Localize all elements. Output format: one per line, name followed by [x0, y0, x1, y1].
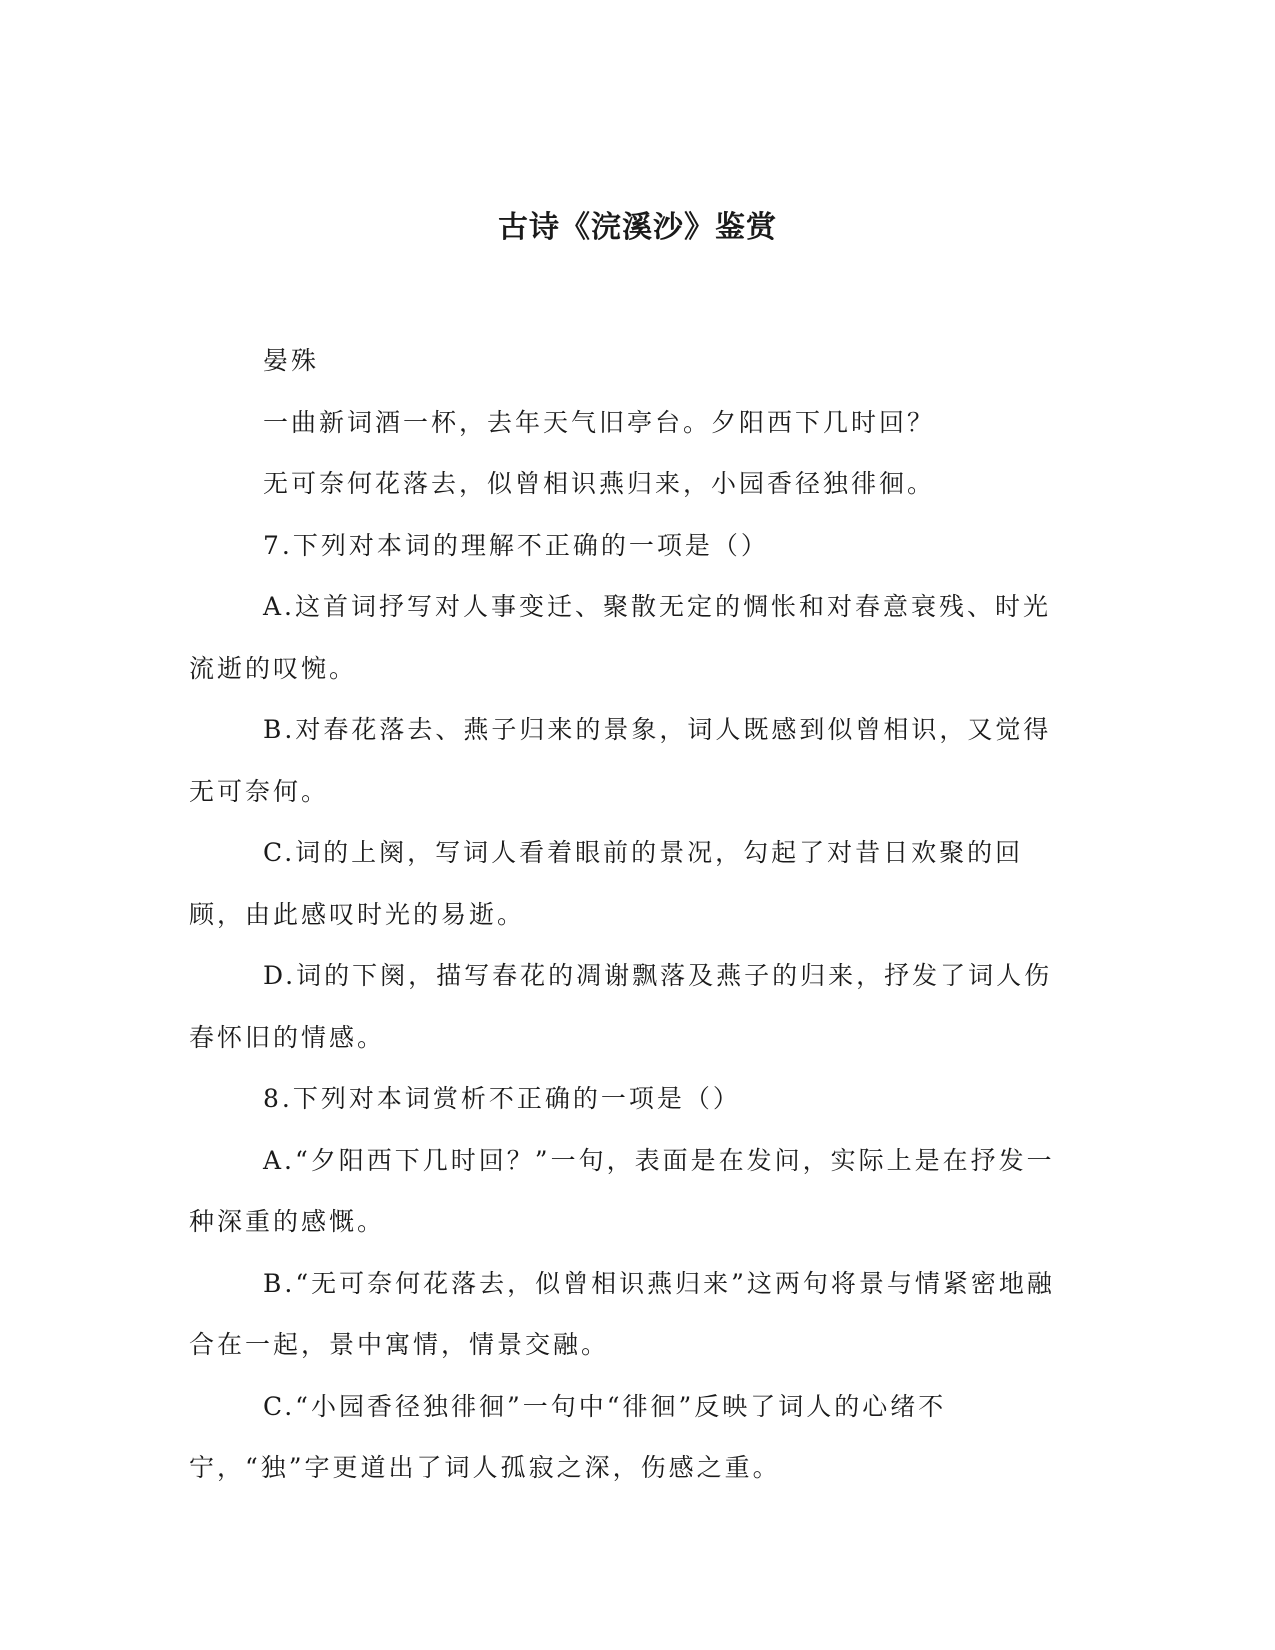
question-8-option-b: B.“无可奈何花落去，似曾相识燕归来”这两句将景与情紧密地融合在一起，景中寓情，情景交融。	[189, 1268, 1055, 1359]
question-8-option-c: C.“小园香径独徘徊”一句中“徘徊”反映了词人的心绪不宁，“独”字更道出了词人孤寂之深，伤感之重。	[189, 1391, 947, 1482]
poem-line-1: 一曲新词酒一杯，去年天气旧亭台。夕阳西下几时回？	[263, 407, 936, 437]
question-8-option-a: A.“夕阳西下几时回？”一句，表面是在发问，实际上是在抒发一种深重的感慨。	[189, 1145, 1055, 1236]
question-7-option-a: A.这首词抒写对人事变迁、聚散无定的惆怅和对春意衰残、时光流逝的叹惋。	[189, 592, 1052, 683]
poem-author: 晏殊	[263, 346, 320, 375]
question-7-option-b: B.对春花落去、燕子归来的景象，词人既感到似曾相识，又觉得无可奈何。	[189, 715, 1052, 806]
question-8-stem: 8.下列对本词赏析不正确的一项是（）	[263, 1084, 741, 1113]
document-title: 古诗《浣溪沙》鉴赏	[498, 210, 777, 245]
question-7-option-d: D.词的下阕，描写春花的凋谢飘落及燕子的归来，抒发了词人伤春怀旧的情感。	[189, 961, 1053, 1052]
question-7-stem: 7.下列对本词的理解不正确的一项是（）	[263, 530, 769, 560]
question-7-option-c: C.词的上阕，写词人看着眼前的景况，勾起了对昔日欢聚的回顾，由此感叹时光的易逝。	[189, 838, 1024, 929]
document-body	[189, 330, 1077, 1499]
poem-line-2: 无可奈何花落去，似曾相识燕归来，小园香径独徘徊。	[263, 469, 936, 498]
